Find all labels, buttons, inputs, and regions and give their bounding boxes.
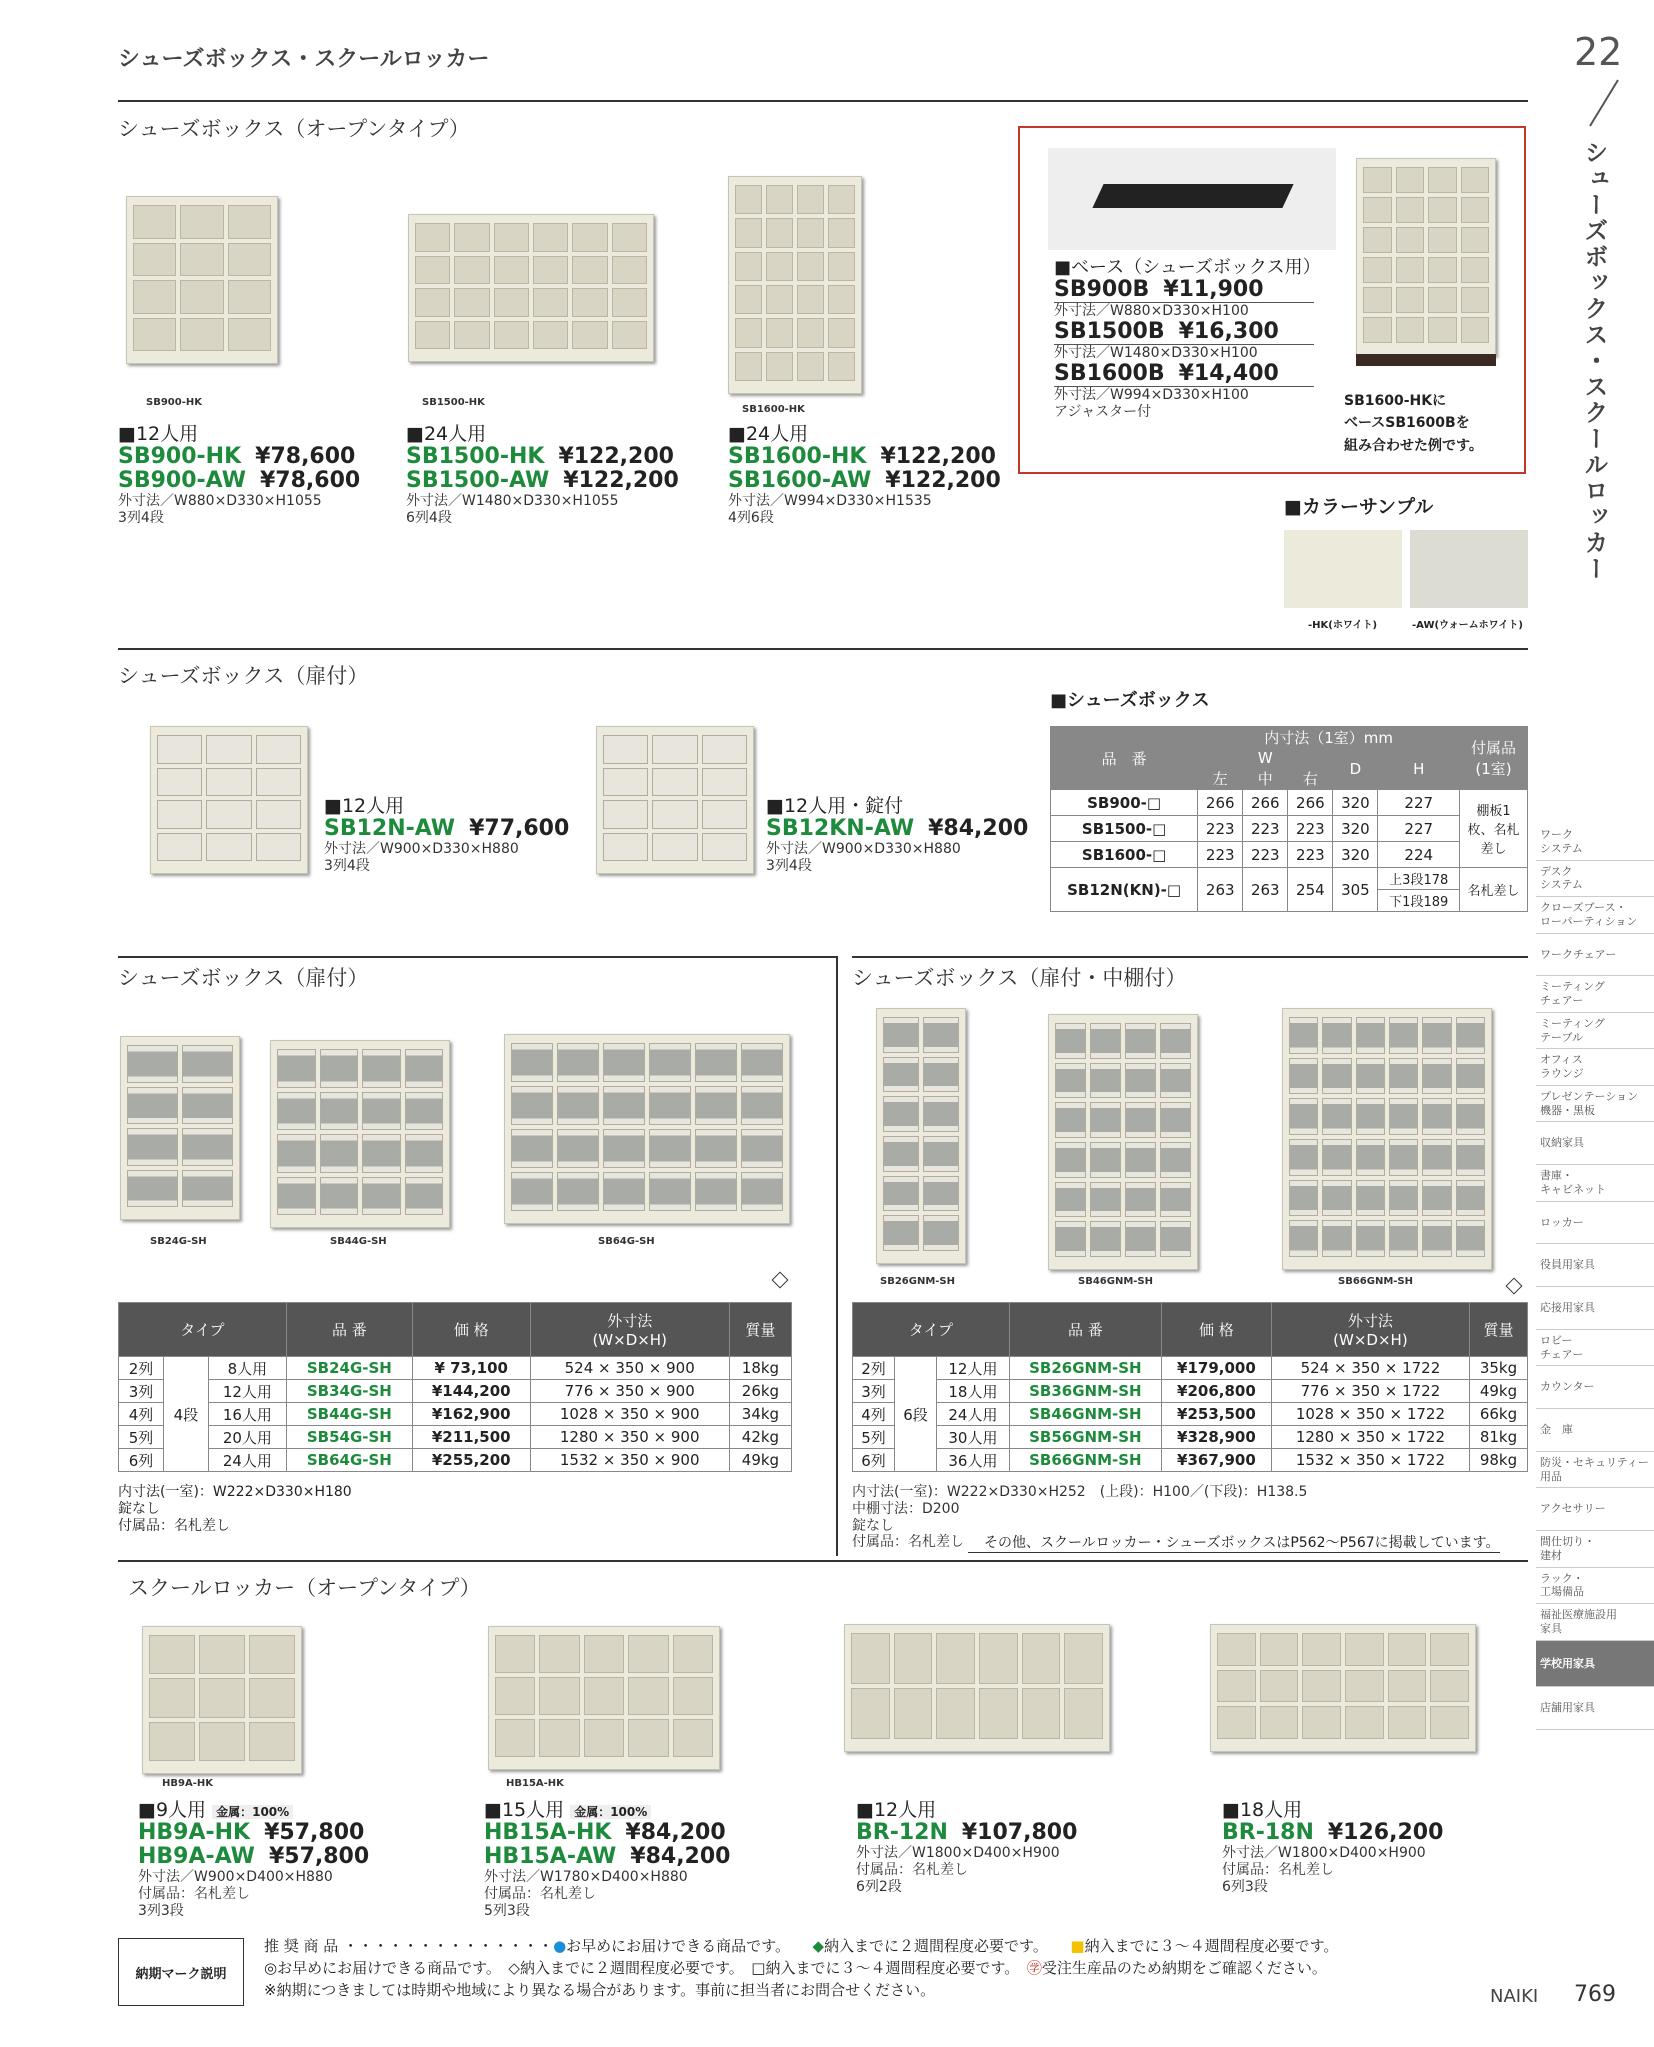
color-title: ■カラーサンプル [1284, 496, 1434, 518]
footer-brand: NAIKI [1490, 1986, 1539, 2007]
gnm-notes: 内寸法(一室)：W222×D330×H252 (上段)：H100／(下段)：H138.5 中棚寸法：D200 錠なし 付属品：名札差し [852, 1484, 1308, 1551]
cabinet-sb900 [126, 196, 278, 364]
sidebar-item-active[interactable]: 学校用家具 [1536, 1641, 1654, 1688]
cabinet-sb1500 [408, 214, 654, 362]
reference-note: その他、スクールロッカー・シューズボックスはP562～P567に掲載しています。 [968, 1532, 1500, 1553]
sidebar-item[interactable]: 金 庫 [1536, 1409, 1654, 1452]
g-table: タイプ 品 番 価 格 外寸法 (W×D×H) 質量 2列 4段 8人用 SB24G-SH ¥ 73,100 524 × 350 × 900 18kg 3列 12人用 SB34G-SH ¥144,200 776 × 350 × 900 26kg 4列 16人用 SB44G-SH ¥162,900 1028 × 350 × 900 34kg 5列 20人用 SB54G-SH ¥211,500 1280 × 350 × 900 42kg 6列 24人用 SB64G-SH ¥255,200 1532 × 350 × 900 49kg [118, 1302, 792, 1472]
cabinet-sb12n [150, 726, 308, 874]
gnm-table: タイプ 品 番 価 格 外寸法 (W×D×H) 質量 2列 6段 12人用 SB26GNM-SH ¥179,000 524 × 350 × 1722 35kg 3列 18人用 SB36GNM-SH ¥206,800 776 × 350 × 1722 49kg 4列 24人用 SB46GNM-SH ¥253,500 1028 × 350 × 1722 66kg 5列 30人用 SB56GNM-SH ¥328,900 1280 × 350 × 1722 81kg 6列 36人用 SB66GNM-SH ¥367,900 1532 × 350 × 1722 98kg [852, 1302, 1528, 1472]
sidebar-item[interactable]: 店舗用家具 [1536, 1687, 1654, 1730]
section-door-shelf: シューズボックス（扉付・中棚付） [852, 966, 1187, 990]
sidebar-item[interactable]: ワーク システム [1536, 824, 1654, 861]
cabinet-sb66gnm [1282, 1008, 1492, 1270]
code-hb9a: HB9A-HK [162, 1778, 213, 1789]
cabinet-sb46gnm [1048, 1014, 1198, 1270]
sidebar-item[interactable]: 書庫・ キャビネット [1536, 1165, 1654, 1202]
sidebar-item[interactable]: アクセサリー [1536, 1488, 1654, 1531]
cabinet-sb1600 [728, 176, 862, 394]
section-open: シューズボックス（オープンタイプ） [118, 117, 470, 141]
sidebar-item[interactable]: ロビー チェアー [1536, 1330, 1654, 1367]
sidebar-item[interactable]: 防災・セキュリティー 用品 [1536, 1452, 1654, 1489]
chapter-slash [1580, 78, 1620, 128]
product-sb1500: ■24人用 SB1500-HK ¥122,200 SB1500-AW ¥122,200 外寸法／W1480×D330×H1055 6列4段 [406, 423, 679, 527]
code-sb64g: SB64G-SH [598, 1236, 655, 1247]
product-sb900: ■12人用 SB900-HK ¥78,600 SB900-AW ¥78,600 外寸法／W880×D330×H1055 3列4段 [118, 423, 361, 527]
legend-label: 納期マーク説明 [118, 1938, 244, 2006]
base-under-cabinet [1356, 354, 1496, 366]
code-sb66gnm: SB66GNM-SH [1338, 1276, 1413, 1287]
page-number: 769 [1574, 1982, 1616, 2007]
diamond-mark-1 [772, 1272, 789, 1289]
sidebar-item[interactable]: 福祉医療施設用 家具 [1536, 1604, 1654, 1641]
sidebar-item[interactable]: ラック・ 工場備品 [1536, 1568, 1654, 1605]
sidebar-item[interactable]: プレゼンテーション 機器・黒板 [1536, 1086, 1654, 1123]
color-label-aw: -AW(ウォームホワイト) [1412, 620, 1523, 631]
product-hb9a: ■9人用 金属：100% HB9A-HK ¥57,800 HB9A-AW ¥57,800 外寸法／W900×D400×H880 付属品：名札差し 3列3段 [138, 1799, 370, 1919]
sidebar-item[interactable]: 役員用家具 [1536, 1244, 1654, 1287]
cabinet-br12n [844, 1624, 1110, 1752]
product-sb1600: ■24人用 SB1600-HK ¥122,200 SB1600-AW ¥122,200 外寸法／W994×D330×H1535 4列6段 [728, 423, 1001, 527]
sidebar-item[interactable]: ロッカー [1536, 1202, 1654, 1245]
cabinet-hb9a [142, 1626, 302, 1774]
color-swatch-hk [1284, 530, 1402, 608]
cabinet-sb26gnm [876, 1008, 966, 1264]
g-notes: 内寸法(一室)：W222×D330×H180 錠なし 付属品：名札差し [118, 1484, 352, 1534]
sidebar-item[interactable]: ワークチェアー [1536, 934, 1654, 977]
sidebar-item[interactable]: 応接用家具 [1536, 1287, 1654, 1330]
code-sb26gnm: SB26GNM-SH [880, 1276, 955, 1287]
cabinet-with-base [1356, 158, 1496, 356]
sidebar-item[interactable]: 間仕切り・ 建材 [1536, 1531, 1654, 1568]
inner-table: 品 番 内寸法（1室）mm 付属品 (1室) W D H 左 中 右 SB900-□ 266 266 266 320 227 棚板1枚、名札差し SB1500-□ 223 223 223 320 227 SB1600-□ 223 223 223 320 224 SB12N(KN)-□ 263 263 254 305 上3段178 名札差し 下1段189 [1050, 726, 1528, 912]
page-title: シューズボックス・スクールロッカー [118, 47, 490, 72]
sidebar-item[interactable]: ミーティング チェアー [1536, 976, 1654, 1013]
inner-table-title: ■シューズボックス [1050, 690, 1210, 711]
cabinet-sb12kn [596, 726, 754, 874]
sidebar-item[interactable]: カウンター [1536, 1366, 1654, 1409]
code-sb44g: SB44G-SH [330, 1236, 387, 1247]
product-sb12n: ■12人用 SB12N-AW ¥77,600 外寸法／W900×D330×H880 3列4段 [324, 795, 570, 874]
legend-body: 推 奨 商 品 ・・・・・・・・・・・・・・●お早めにお届けできる商品です。 ◆納入までに２週間程度必要です。 ■納入までに３～４週間程度必要です。 ◎お早めにお届けできる商品です。 ◇納入までに２週間程度必要です。 □納入までに３～４週間程度必要です。 ㊫受注生産品のため納期をご確認ください。 ※納期につきましては時期や地域により異なる場合があります。事前に担当者にお問合せください。 [264, 1937, 1339, 1999]
section-door2: シューズボックス（扉付） [118, 966, 369, 990]
product-sb12kn: ■12人用・錠付 SB12KN-AW ¥84,200 外寸法／W900×D330×H880 3列4段 [766, 795, 1029, 874]
sidebar-item[interactable]: ミーティング テーブル [1536, 1013, 1654, 1050]
code-sb1600: SB1600-HK [742, 404, 805, 415]
code-hb15a: HB15A-HK [506, 1778, 564, 1789]
cabinet-sb44g [270, 1040, 450, 1228]
cabinet-sb64g [504, 1034, 790, 1224]
sidebar-item[interactable]: 収納家具 [1536, 1122, 1654, 1165]
vertical-title: シューズボックス・スクールロッカー [1580, 140, 1608, 582]
sidebar-item[interactable]: デスク システム [1536, 861, 1654, 898]
base-info: ■ベース（シューズボックス用） SB900B ¥11,900 外寸法／W880×D330×H100 SB1500B ¥16,300 外寸法／W1480×D330×H100 SB1600B ¥14,400 外寸法／W994×D330×H100 アジャスター付 [1054, 257, 1321, 420]
section-door1: シューズボックス（扉付） [118, 664, 369, 688]
code-sb46gnm: SB46GNM-SH [1078, 1276, 1153, 1287]
color-label-hk: -HK(ホワイト) [1308, 620, 1378, 631]
color-swatch-aw [1410, 530, 1528, 608]
sidebar-index [1536, 824, 1654, 1730]
base-example-note: SB1600-HKに ベースSB1600Bを 組み合わせた例です。 [1344, 393, 1483, 454]
cabinet-sb24g [120, 1036, 240, 1220]
cabinet-br18n [1210, 1624, 1476, 1752]
product-br12n: ■12人用 BR-12N ¥107,800 外寸法／W1800×D400×H900 付属品：名札差し 6列2段 [856, 1799, 1078, 1895]
sidebar-item[interactable]: オフィス ラウンジ [1536, 1049, 1654, 1086]
code-sb900: SB900-HK [146, 397, 202, 408]
cabinet-hb15a [488, 1626, 720, 1770]
product-br18n: ■18人用 BR-18N ¥126,200 外寸法／W1800×D400×H900 付属品：名札差し 6列3段 [1222, 1799, 1444, 1895]
code-sb24g: SB24G-SH [150, 1236, 207, 1247]
product-hb15a: ■15人用 金属：100% HB15A-HK ¥84,200 HB15A-AW ¥84,200 外寸法／W1780×D400×H880 付属品：名札差し 5列3段 [484, 1799, 731, 1919]
diamond-mark-2 [1506, 1278, 1523, 1295]
base-photo [1048, 148, 1336, 250]
sidebar-item[interactable]: クローズブース・ ローパーティション [1536, 897, 1654, 934]
section-school: スクールロッカー（オープンタイプ） [128, 1576, 481, 1600]
code-sb1500: SB1500-HK [422, 397, 485, 408]
chapter-number: 22 [1574, 30, 1623, 74]
